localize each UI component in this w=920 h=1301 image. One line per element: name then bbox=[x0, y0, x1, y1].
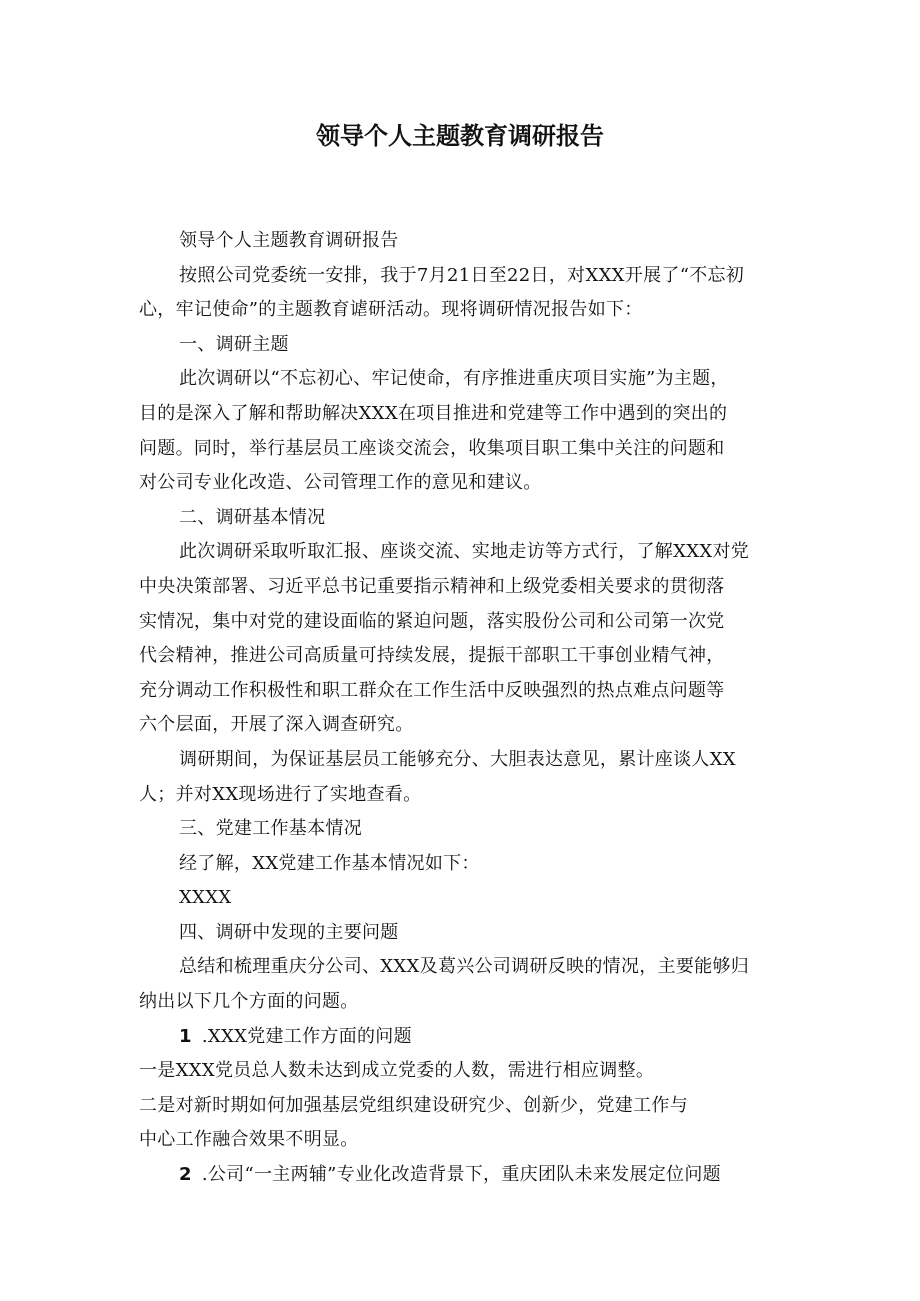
text-line: 调研期间，为保证基层员工能够充分、大胆表达意见，累计座谈人XX bbox=[179, 748, 736, 770]
text-line: 实情况，集中对党的建设面临的紧迫问题，落实股份公司和公司第一次党 bbox=[139, 610, 725, 632]
text-line: 心，牢记使命”的主题教育谑研活动。现将调研情况报告如下： bbox=[139, 299, 643, 321]
text-line: 一是XXX党员总人数未达到成立党委的人数，需进行相应调整。 bbox=[139, 1060, 655, 1082]
text-line bbox=[139, 1020, 789, 1055]
text-line: 目的是深入了解和帮助解决XXX在项目推进和党建等工作中遇到的突出的 bbox=[139, 402, 728, 424]
list-number: 1 bbox=[179, 1025, 192, 1047]
text-line bbox=[139, 1158, 789, 1193]
text-line: 二是对新时期如何加强基层党组织建设研究少、创新少，党建工作与 bbox=[139, 1094, 688, 1116]
text-line: 六个层面，开展了深入调查研究。 bbox=[139, 714, 414, 736]
text-line: 问题。同时，举行基层员工座谈交流会，收集项目职工集中关注的问题和 bbox=[139, 437, 725, 459]
list-number: 2 bbox=[179, 1164, 192, 1186]
paragraph bbox=[139, 362, 789, 500]
paragraph bbox=[139, 535, 789, 743]
paragraph bbox=[139, 224, 789, 259]
text-line: 纳出以下几个方面的问题。 bbox=[139, 991, 359, 1013]
section-heading bbox=[139, 812, 789, 847]
text-line: 充分调动工作积极性和职工群众在工作生活中反映强烈的热点难点问题等 bbox=[139, 679, 725, 701]
paragraph bbox=[139, 1089, 789, 1158]
document-title: 领导个人主题教育调研报告 bbox=[316, 122, 604, 150]
section-heading bbox=[139, 328, 789, 363]
text-line: 总结和梳理重庆分公司、XXX及葛兴公司调研反映的情况，主要能够归 bbox=[179, 956, 750, 978]
numbered-heading bbox=[139, 1020, 789, 1055]
text-line: 按照公司党委统一安排，我于7月21日至22日，对XXX开展了“不忘初 bbox=[179, 264, 745, 286]
section-heading bbox=[139, 501, 789, 536]
paragraph bbox=[139, 950, 789, 1019]
paragraph bbox=[139, 259, 789, 328]
paragraph bbox=[139, 847, 789, 882]
paragraph bbox=[139, 1054, 789, 1089]
text-line: 中央决策部署、习近平总书记重要指示精神和上级党委相关要求的贯彻落 bbox=[139, 575, 725, 597]
numbered-heading bbox=[139, 1158, 789, 1193]
text-line: 人；并对XX现场进行了实地查看。 bbox=[139, 783, 422, 805]
text-line: 中心工作融合效果不明显。 bbox=[139, 1129, 359, 1151]
text-line: 一、调研主题 bbox=[179, 333, 289, 355]
text-line: XXXX bbox=[179, 887, 232, 909]
document-body bbox=[139, 224, 789, 1193]
text-line: 领导个人主题教育调研报告 bbox=[179, 230, 399, 251]
paragraph bbox=[139, 743, 789, 812]
text-line: 三、党建工作基本情况 bbox=[179, 818, 362, 840]
text-line: 对公司专业化改造、公司管理工作的意见和建议。 bbox=[139, 472, 542, 494]
text-line: 经了解，XX党建工作基本情况如下： bbox=[179, 852, 480, 874]
text-line: 二、调研基本情况 bbox=[179, 506, 326, 528]
text-line: 代会精神，推进公司高质量可持续发展，提振干部职工干事创业精气神， bbox=[139, 645, 725, 667]
text-line: 四、调研中发现的主要问题 bbox=[179, 921, 399, 943]
section-heading bbox=[139, 916, 789, 951]
heading-text: .XXX党建工作方面的问题 bbox=[201, 1025, 412, 1047]
paragraph bbox=[139, 881, 789, 916]
text-line: 此次调研以“不忘初心、牢记使命，有序推进重庆项目实施”为主题， bbox=[179, 368, 729, 390]
heading-text: .公司“一主两辅”专业化改造背景下，重庆团队未来发展定位问题 bbox=[201, 1164, 721, 1186]
text-line: 此次调研采取听取汇报、座谈交流、实地走访等方式行，了解XXX对党 bbox=[179, 541, 750, 563]
